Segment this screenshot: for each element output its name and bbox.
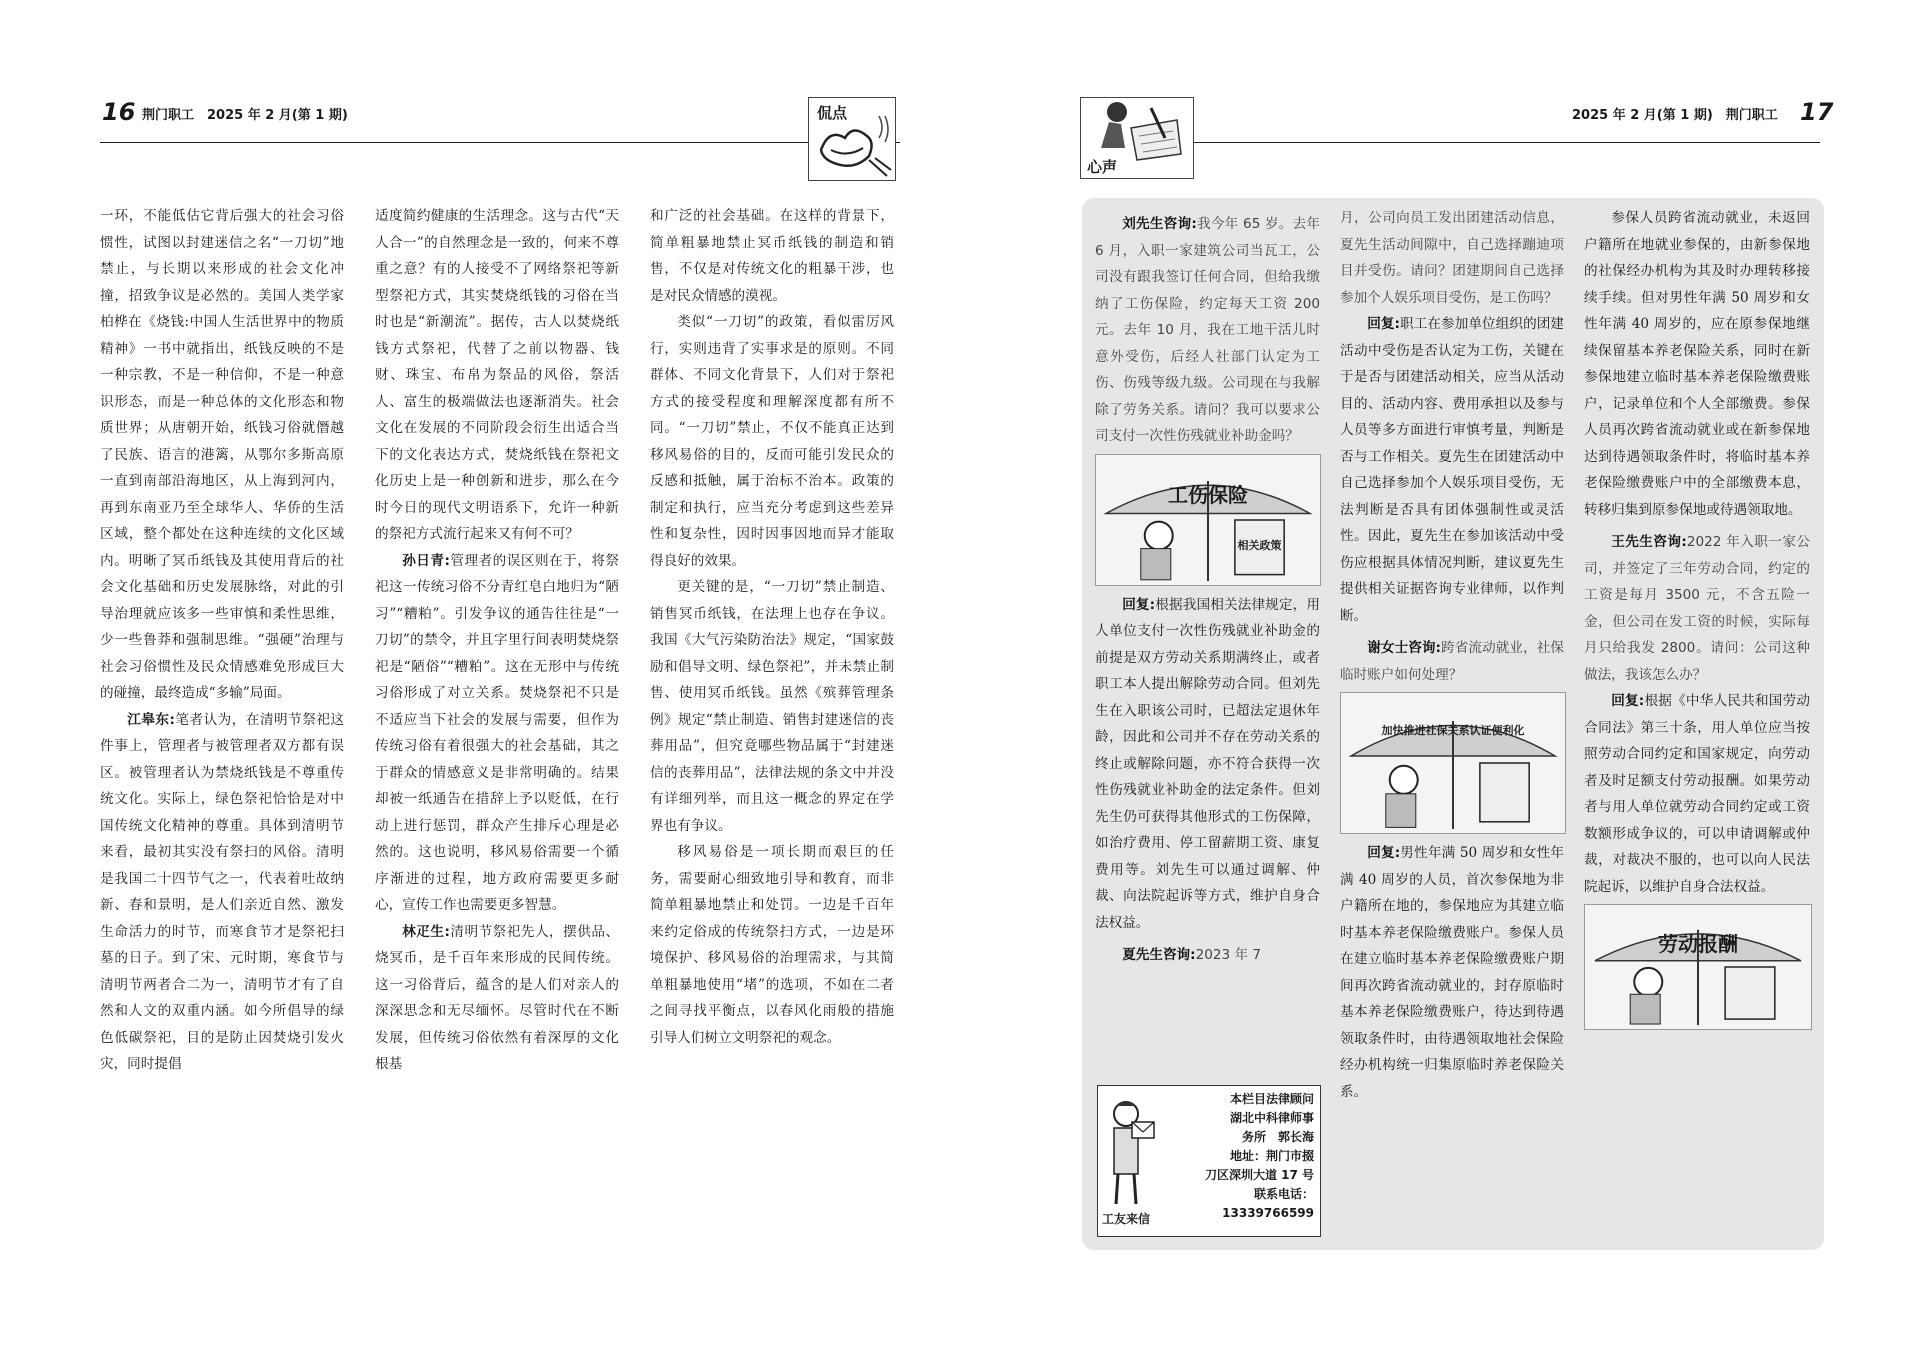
article-paragraph xyxy=(375,919,619,1078)
question-paragraph xyxy=(1340,635,1564,688)
article-paragraph xyxy=(650,574,894,839)
question-text: 2023 年 7 xyxy=(1195,947,1262,963)
reply-label: 回复: xyxy=(1122,596,1156,613)
question-paragraph xyxy=(1584,529,1810,688)
question-paragraph xyxy=(1095,211,1320,450)
header-rule xyxy=(100,142,900,143)
illustration-subcaption: 相关政策 xyxy=(1237,538,1282,552)
article-paragraph xyxy=(100,203,344,707)
article-column-3 xyxy=(650,203,894,1051)
social-security-transfer-illustration xyxy=(1340,692,1566,834)
article-paragraph xyxy=(100,707,344,1078)
mouth-icon xyxy=(809,98,895,180)
answer-text: 根据《中华人民共和国劳动合同法》第三十条，用人单位应当按照劳动合同约定和国家规定，向劳动者及时足额支付劳动报酬。如果劳动者与用人单位就劳动合同约定或工资数额形成争议的，可以申请调解或仲裁，对裁决不服的，也可以向人民法院起诉，以维护自身合法权益。 xyxy=(1584,693,1810,895)
answer-text: 职工在参加单位组织的团建活动中受伤是否认定为工伤，关键在于是否与团建活动相关，应当从活动目的、活动内容、费用承担以及参与人员等多方面进行审慎考量，判断是否与工作相关。夏先生在团建活动中自己选择参加个人娱乐项目受伤，无法判断是否具有团体强制性或灵活性。因此，夏先生在参加该活动中受伤应根据具体情况判断，建议夏先生提供相关证据咨询专业律师，以作判断。 xyxy=(1340,316,1565,624)
article-paragraph xyxy=(650,309,894,574)
column-logo-kandian xyxy=(808,97,896,181)
qa-column-2 xyxy=(1340,205,1564,1105)
paragraph-text: 移风易俗是一项长期而艰巨的任务，需要耐心细致地引导和教育，而非简单粗暴地禁止和处罚。一边是千百年来约定俗成的传统祭扫方式，一边是环境保护、移风易俗的治理需求，与其简单粗暴地使用“堵”的选项，不如在二者之间寻找平衡点，以春风化雨般的措施引导人们树立文明祭祀的观念。 xyxy=(650,844,894,1046)
paragraph-text: 和广泛的社会基础。在这样的背景下，简单粗暴地禁止冥币纸钱的制造和销售，不仅是对传统文化的粗暴干涉，也是对民众情感的漠视。 xyxy=(650,208,894,304)
consultant-card xyxy=(1097,1085,1321,1237)
answer-paragraph xyxy=(1584,205,1810,523)
question-paragraph xyxy=(1095,942,1320,969)
question-text: 2022 年入职一家公司，并签定了三年劳动合同，约定的工资是每月 3500 元，不含五险一金，但公司在发工资的时候，实际每月只给我发 2800。请问：公司这种做法，我该怎么办？ xyxy=(1584,534,1811,683)
page-header: 2025 年 2 月(第 1 期) 荆门职工 xyxy=(1572,108,1778,123)
article-column-2 xyxy=(375,203,619,1078)
paragraph-text: 一环，不能低估它背后强大的社会习俗惯性，试图以封建迷信之名“一刀切”地禁止，与长期以来形成的社会文化冲撞，招致争议是必然的。美国人类学家柏桦在《烧钱:中国人生活世界中的物质精神》一书中就指出，纸钱反映的不是一种宗教，不是一种信仰，不是一种意识形态，而是一种总体的文化形态和物质世界；从唐朝开始，纸钱习俗就僭越了民族、语言的港篱，从鄂尔多斯高原一直到南部沿海地区，从上海到河内，再到东南亚乃至全球华人、华侨的生活区域，整个都处在这种连续的文化区域内。明晰了冥币纸钱及其使用背后的社会文化基础和历史发展脉络，对此的引导治理就应该多一些审慎和柔性思维，少一些鲁莽和强制思维。“强硬”治理与社会习俗惯性及民众情感难免形成巨大的碰撞，最终造成“多输”局面。 xyxy=(100,208,344,701)
question-paragraph xyxy=(1340,205,1564,311)
speaker-name: 孙日青: xyxy=(402,552,450,569)
speaker-name: 林疋生: xyxy=(402,923,450,940)
column-logo-xinsheng xyxy=(1080,97,1194,179)
consultant-line: 务所 郭长海 xyxy=(1241,1130,1314,1144)
page-number: 17 xyxy=(1800,98,1834,126)
answer-paragraph xyxy=(1095,592,1320,937)
article-paragraph xyxy=(375,548,619,919)
cartoon-figure xyxy=(1341,693,1565,833)
answer-text: 男性年满 50 周岁和女性年满 40 周岁的人员，首次参保地为非户籍所在地的，参保地应为其建立临时基本养老保险缴费账户。参保人员在建立临时基本养老保险缴费账户期间再次跨省流动就业的，封存原临时基本养老保险缴费账户，待达到待遇领取条件时，由待遇领取地社会保险经办机构统一归集原临时养老保险关系。 xyxy=(1340,845,1564,1100)
answer-text: 根据我国相关法律规定，用人单位支付一次性伤残就业补助金的前提是双方劳动关系期满终止，或者职工本人提出解除劳动合同。但刘先生在入职该公司时，已超法定退休年龄，因此和公司并不存在劳动关系的终止或解除问题，亦不符合获得一次性伤残就业补助金的法定条件。但刘先生仍可获得其他形式的工伤保障，如治疗费用、停工留薪期工资、康复费用等。刘先生可以通过调解、仲裁、向法院起诉等方式，维护自身合法权益。 xyxy=(1095,596,1321,931)
article-column-1 xyxy=(100,203,344,1078)
paragraph-text: 适度简约健康的生活理念。这与古代“天人合一”的自然理念是一致的，何来不尊重之意？有的人接受不了网络祭祀等新型祭祀方式，其实焚烧纸钱的习俗在当时也是“新潮流”。据传，古人以焚烧纸钱方式祭祀，代替了之前以物器、钱财、珠宝、布帛为祭品的风俗，祭活人、富生的极端做法也逐渐消失。社会文化在发展的不同阶段会衍生出适合当下的文化表达方式，焚烧纸钱在祭祀文化历史上是一种创新和进步，那么在今时今日的现代文明语系下，允许一种新的祭祀方式流行起来又有何不可？ xyxy=(375,208,619,542)
qa-column-3 xyxy=(1584,205,1810,1036)
question-text: 月，公司向员工发出团建活动信息，夏先生活动间隙中，自己选择蹦迪项目并受伤。请问？团建期间自己选择参加个人娱乐项目受伤，是工伤吗？ xyxy=(1340,210,1564,306)
page-number: 16 xyxy=(102,98,136,126)
article-paragraph xyxy=(650,203,894,309)
mail-carrier-icon xyxy=(1102,1092,1162,1212)
reply-label: 回复: xyxy=(1611,693,1645,709)
column-logo-title: 侃点 xyxy=(817,104,848,122)
qa-column-1 xyxy=(1095,205,1320,969)
labor-pay-illustration xyxy=(1584,904,1812,1030)
speaker-name: 江皋东: xyxy=(127,711,175,728)
consultant-info xyxy=(1168,1090,1314,1223)
paragraph-text: 类似“一刀切”的政策，看似雷厉风行，实则违背了实事求是的原则。不同群体、不同文化背景下，人们对于祭祀方式的接受程度和理解深度都有所不同。“一刀切”禁止，不仅不能真正达到移风易俗的目的，反而可能引发民众的反感和抵触，属于治标不治本。政策的制定和执行，应当充分考虑到这些差异性和复杂性，因时因事因地而异才能取得良好的效果。 xyxy=(650,314,894,569)
consultant-line: 刀区深圳大道 17 号 xyxy=(1204,1168,1314,1182)
paragraph-text: 清明节祭祀先人，摆供品、烧冥币，是千百年来形成的民间传统。这一习俗背后，蕴含的是人们对亲人的深深思念和无尽缅怀。尽管时代在不断发展，但传统习俗依然有着深厚的文化根基 xyxy=(375,923,620,1072)
work-injury-insurance-illustration xyxy=(1095,454,1321,586)
questioner-name: 夏先生咨询: xyxy=(1122,947,1196,963)
question-text: 我今年 65 岁。去年 6 月，入职一家建筑公司当瓦工，公司没有跟我签订任何合同，但给我缴纳了工伤保险，约定每天工资 200 元。去年 10 月，我在工地干活儿时意外受伤，后经人社部门认定为工伤、伤残等级九级。公司现在与我解除了劳务关系。请问？我可以要求公司支付一次性伤残就业补助金吗？ xyxy=(1095,216,1320,444)
column-logo-title: 心声 xyxy=(1087,158,1118,176)
article-paragraph xyxy=(650,839,894,1051)
question-text: 跨省流动就业，社保临时账户如何处理？ xyxy=(1340,640,1565,683)
consultant-line: 13339766599 xyxy=(1222,1206,1314,1220)
page-header: 荆门职工 2025 年 2 月(第 1 期) xyxy=(142,108,348,123)
questioner-name: 王先生咨询: xyxy=(1611,534,1687,550)
illustration-caption: 加快推进社保关系认证便利化 xyxy=(1381,723,1525,737)
cartoon-figure xyxy=(1585,905,1811,1029)
consultant-line: 本栏目法律顾问 xyxy=(1229,1092,1314,1106)
answer-text: 参保人员跨省流动就业，未返回户籍所在地就业参保的，由新参保地的社保经办机构为其及时办理转移接续手续。但对男性年满 50 周岁和女性年满 40 周岁的，应在原参保地继续保留基本养老保险关系，同时在新参保地建立临时基本养老保险缴费账户，记录单位和个人全部缴费。参保人员再次跨省流动就业或在新参保地达到待遇领取条件时，将临时基本养老保险缴费账户中的全部缴费本息，转移归集到原参保地或待遇领取地。 xyxy=(1584,210,1810,518)
answer-paragraph xyxy=(1340,840,1564,1105)
paragraph-text: 笔者认为，在清明节祭祀这件事上，管理者与被管理者双方都有误区。被管理者认为禁烧纸钱是不尊重传统文化。实际上，绿色祭祀恰恰是对中国传统文化精神的尊重。具体到清明节来看，最初其实没有祭扫的风俗。清明是我国二十四节气之一，代表着吐故纳新、春和景明，是人们亲近自然、激发生命活力的时节，而寒食节才是祭祀扫墓的日子。到了宋、元时期，寒食节与清明节两者合二为一，清明节才有了自然和人文的双重内涵。如今所倡导的绿色低碳祭祀，目的是防止因焚烧引发火灾，同时提倡 xyxy=(100,711,345,1072)
paragraph-text: 更关键的是，“一刀切”禁止制造、销售冥币纸钱，在法理上也存在争议。我国《大气污染防治法》规定，“国家鼓励和倡导文明、绿色祭祀”，并未禁止制售、使用冥币纸钱。虽然《殡葬管理条例》规定“禁止制造、销售封建迷信的丧葬用品”，但究竟哪些物品属于“封建迷信的丧葬用品”，法律法规的条文中并没有详细列举，而且这一概念的界定在学界也有争议。 xyxy=(650,579,894,834)
illustration-caption: 劳动报酬 xyxy=(1658,932,1738,957)
consultant-line: 地址：荆门市掇 xyxy=(1229,1149,1314,1163)
answer-paragraph xyxy=(1584,688,1810,900)
answer-paragraph xyxy=(1340,311,1564,629)
article-paragraph xyxy=(375,203,619,548)
card-label: 工友来信 xyxy=(1102,1212,1151,1226)
right-page xyxy=(960,0,1920,1357)
consultant-line: 湖北中科律师事 xyxy=(1229,1111,1314,1125)
illustration-caption: 工伤保险 xyxy=(1168,483,1248,508)
cartoon-figure xyxy=(1096,455,1320,585)
reply-label: 回复: xyxy=(1367,845,1401,861)
questioner-name: 谢女士咨询: xyxy=(1367,640,1441,656)
reply-label: 回复: xyxy=(1367,316,1400,332)
consultant-line: 联系电话： xyxy=(1253,1187,1314,1201)
paragraph-text: 管理者的误区则在于，将祭祀这一传统习俗不分青红皂白地归为“陋习”“糟粕”。引发争议的通告往往是“一刀切”的禁令，并且字里行间表明焚烧祭祀是“陋俗”“糟粕”。这在无形中与传统习俗形成了对立关系。焚烧祭祀不只是不适应当下社会的发展与需要，但作为传统习俗有着很强大的社会基础，其之于群众的情感意义是非常明确的。结果却被一纸通告在措辞上予以贬低，在行动上进行惩罚，群众产生排斥心理是必然的。这也说明，移风易俗需要一个循序渐进的过程，地方政府需要更多耐心，宣传工作也需要更多智慧。 xyxy=(375,552,620,913)
questioner-name: 刘先生咨询: xyxy=(1122,216,1197,232)
